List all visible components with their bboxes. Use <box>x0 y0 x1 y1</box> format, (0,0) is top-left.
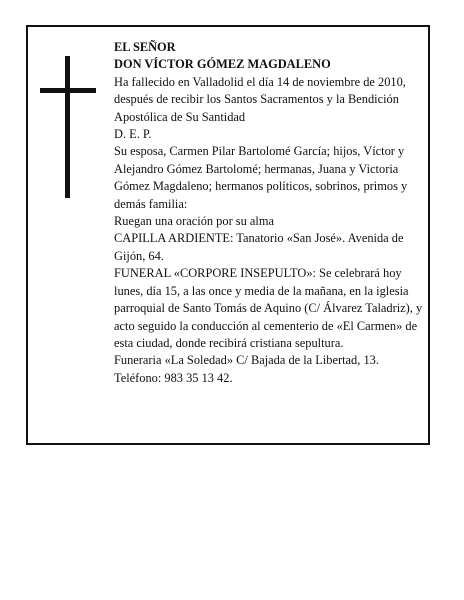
death-announcement: Ha fallecido en Valladolid el día 14 de noviembre de 2010, después de recibir los Santos Sacramentos y la Bendición Apostólica de Su Santidad <box>114 74 406 124</box>
notice-title-line-2: DON VÍCTOR GÓMEZ MAGDALENO <box>114 57 331 72</box>
family-list: Su esposa, Carmen Pilar Bartolomé García; hijos, Víctor y Alejandro Gómez Bartolomé; hermanas, Juana y Victoria Gómez Magdaleno; hermanos políticos, sobrinos, primos y demás familia: <box>114 144 408 211</box>
funeral-info: FUNERAL «CORPORE INSEPULTO»: Se celebrará hoy lunes, día 15, a las once y media de la mañana, en la iglesia parroquial de Santo Tomás de Aquino (C/ Álvarez Taladriz), y acto seguido la conducción al cementerio de «El Carmen» de esta ciudad, donde recibirá cristiana sepultura. <box>114 266 423 350</box>
dep-line: D. E. P. <box>114 127 152 142</box>
chapel-info: CAPILLA ARDIENTE: Tanatorio «San José». Avenida de Gijón, 64. <box>114 231 404 263</box>
prayer-request: Ruegan una oración por su alma <box>114 214 274 229</box>
cross-vertical-bar <box>65 56 70 198</box>
obituary-notice <box>26 25 430 445</box>
cross-horizontal-bar <box>40 88 96 93</box>
notice-title-line-1: EL SEÑOR <box>114 40 176 54</box>
cross-icon <box>40 56 96 198</box>
funeral-home-info: Funeraria «La Soledad» C/ Bajada de la Libertad, 13. Teléfono: 983 35 13 42. <box>114 353 379 385</box>
notice-text <box>114 39 426 387</box>
